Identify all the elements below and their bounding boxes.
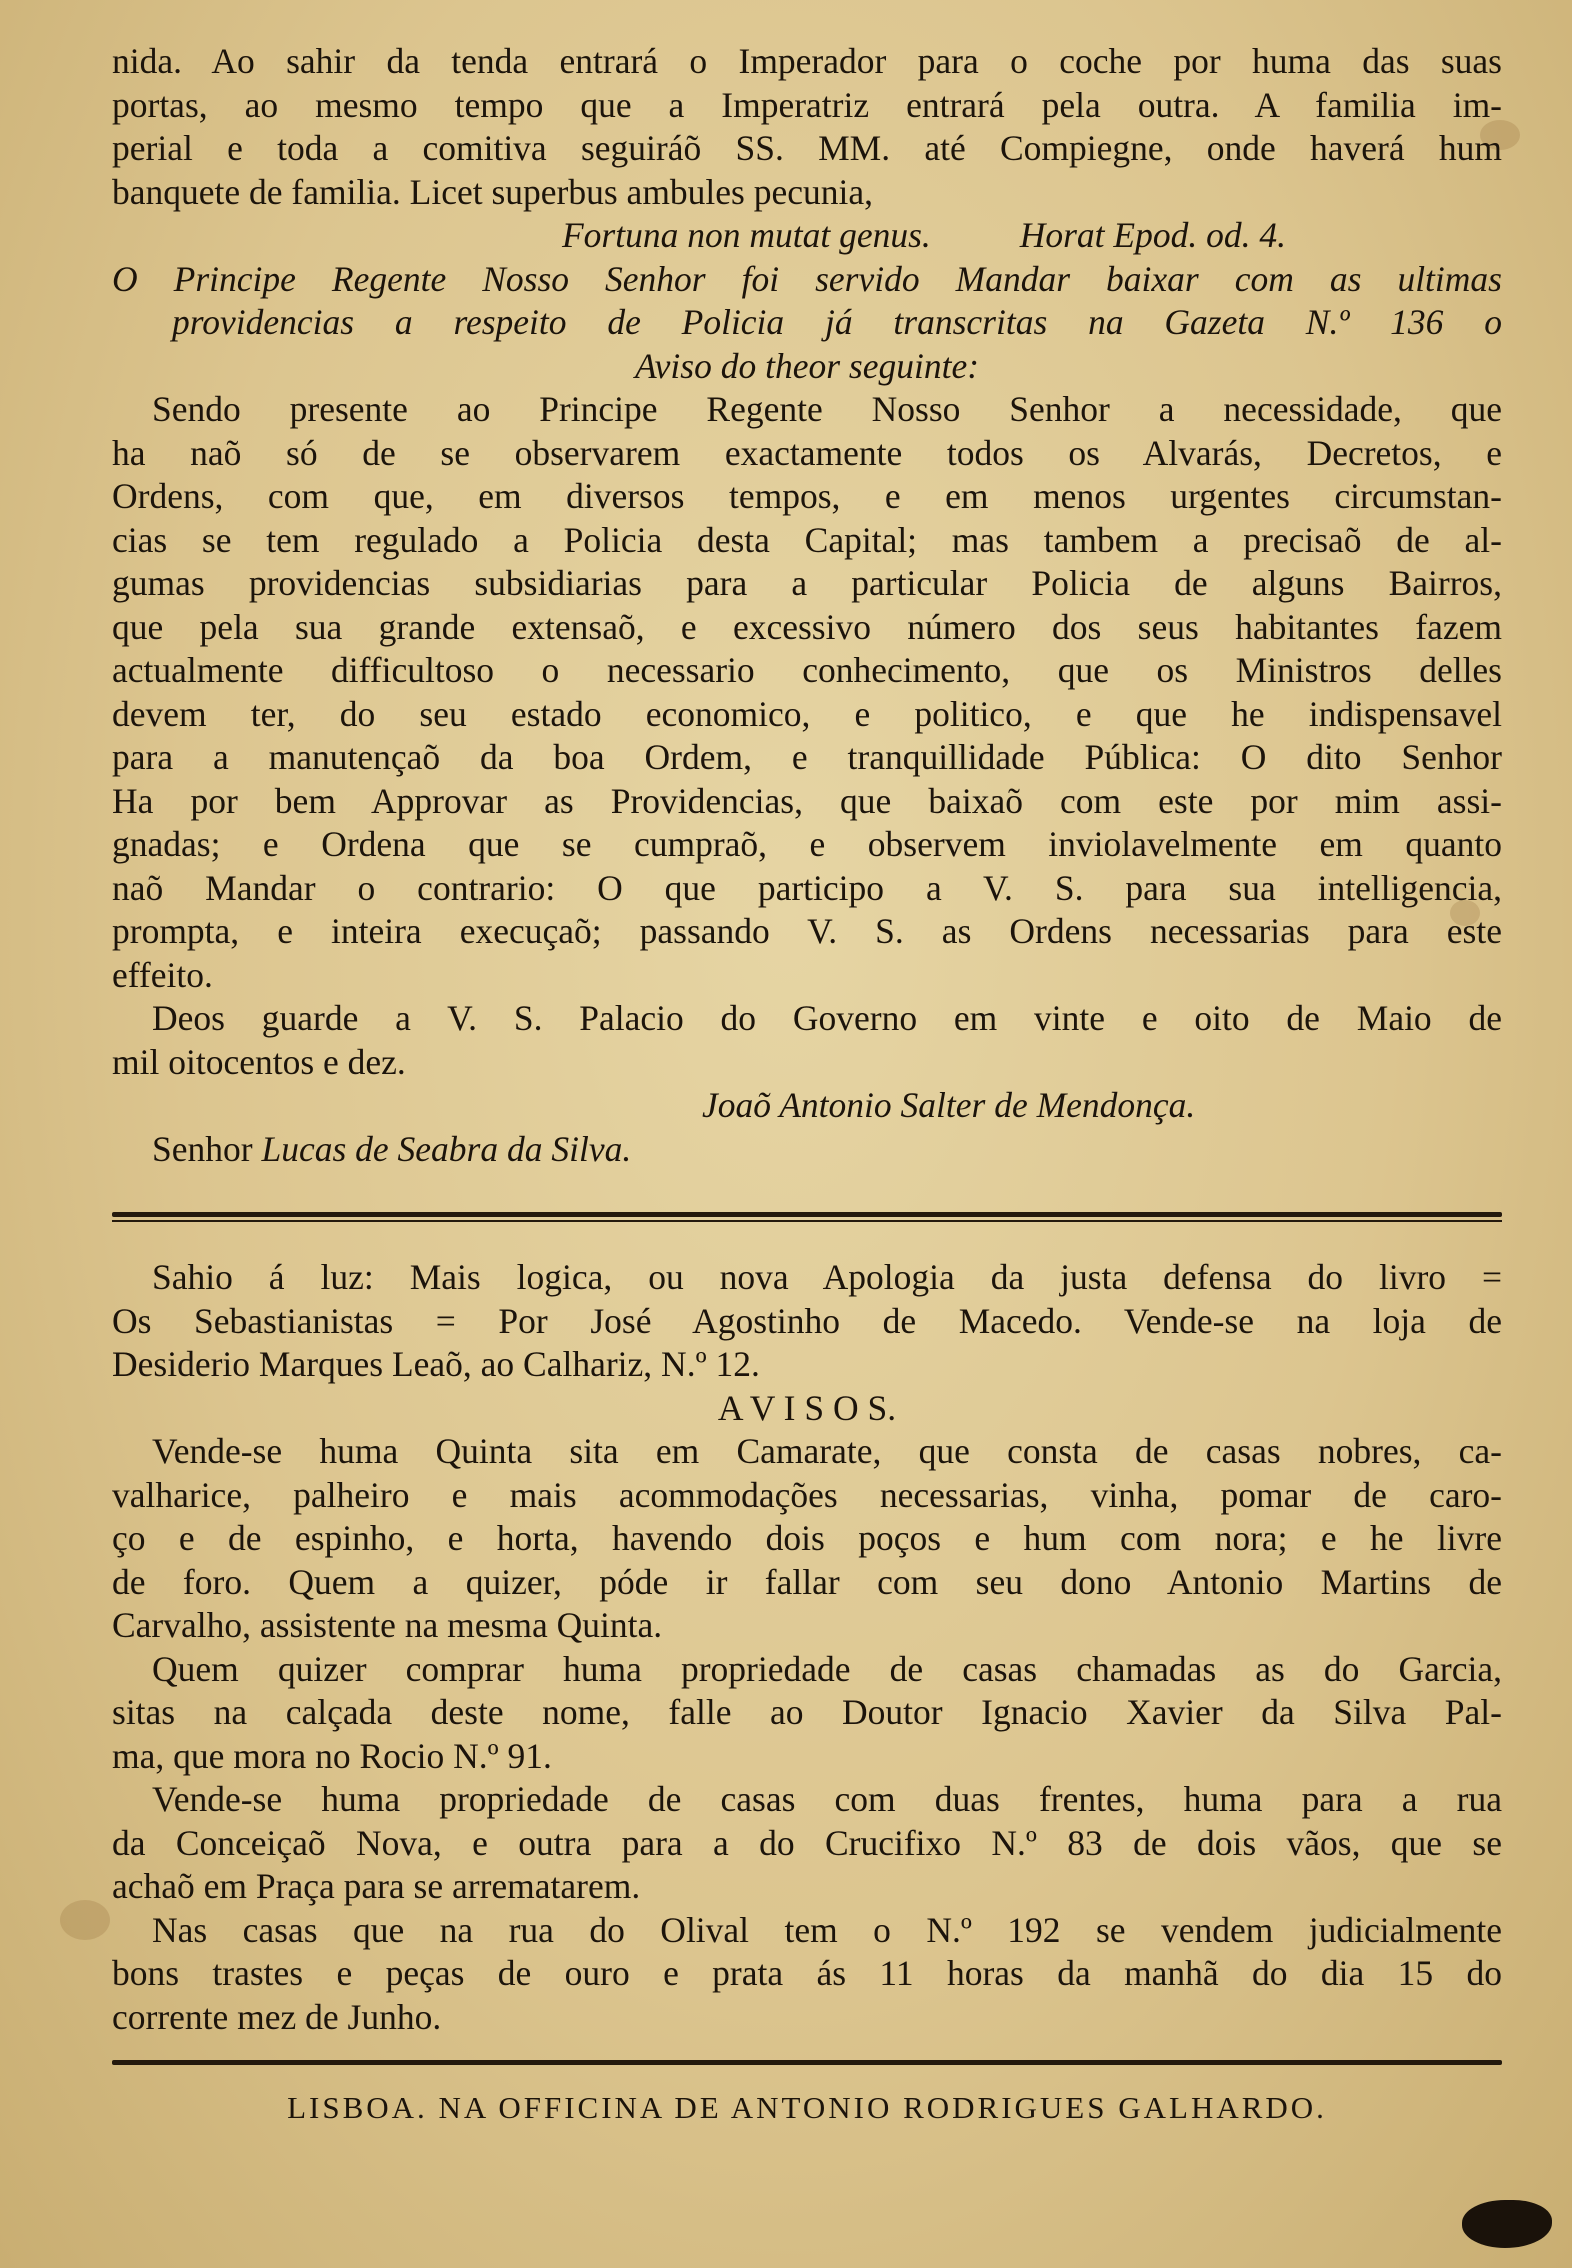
closing-line: Deos guarde a V. S. Palacio do Governo em vinte e oito de Maio de bbox=[152, 998, 1502, 1038]
notice-line: Os Sebastianistas = Por José Agostinho de Macedo. Vende-se na loja de bbox=[112, 1300, 1502, 1341]
decree-body-line: gumas providencias subsidiarias para a particular Policia de alguns Bairros, bbox=[112, 563, 1502, 603]
ad-line: Quem quizer comprar huma propriedade de casas chamadas as do Garcia, bbox=[152, 1648, 1502, 1689]
ad-line: de foro. Quem a quizer, póde ir fallar com seu dono Antonio Martins de bbox=[112, 1561, 1502, 1602]
decree-body-line: actualmente difficultoso o necessario conhecimento, que os Ministros delles bbox=[112, 650, 1502, 690]
divider-thick-line bbox=[112, 1212, 1502, 1217]
advertisement-1 bbox=[112, 1430, 1502, 1648]
decree-body-line: effeito. bbox=[112, 954, 213, 995]
text-line: perial e toda a comitiva seguiráõ SS. MM. até Compiegne, onde haverá hum bbox=[112, 128, 1502, 168]
ink-blot bbox=[1462, 2200, 1552, 2248]
lower-content bbox=[112, 1256, 1502, 2039]
divider-thin-line bbox=[112, 1220, 1502, 1222]
section-divider bbox=[112, 1212, 1502, 1222]
decree-body-line: naõ Mandar o contrario: O que participo a V. S. para sua intelligencia, bbox=[112, 867, 1502, 908]
decree-body-line: Sendo presente ao Principe Regente Nosso Senhor a necessidade, que bbox=[152, 389, 1502, 429]
decree-intro-line: providencias a respeito de Policia já transcritas na Gazeta N.º 136 o bbox=[172, 302, 1502, 342]
ad-line: corrente mez de Junho. bbox=[112, 1996, 442, 2037]
publication-notice bbox=[112, 1256, 1502, 1387]
ad-line: Vende-se huma Quinta sita em Camarate, que consta de casas nobres, ca- bbox=[152, 1431, 1502, 1471]
decree-intro-line: O Principe Regente Nosso Senhor foi servido Mandar baixar com as ultimas bbox=[112, 258, 1502, 299]
ad-line: Carvalho, assistente na mesma Quinta. bbox=[112, 1605, 663, 1645]
latin-quote: Fortuna non mutat genus. bbox=[562, 215, 931, 255]
ad-line: ma, que mora no Rocio N.º 91. bbox=[112, 1735, 552, 1776]
decree-intro-line: Aviso do theor seguinte: bbox=[634, 345, 980, 386]
advertisement-3 bbox=[112, 1778, 1502, 1909]
decree-body-line: cias se tem regulado a Policia desta Capital; mas tambem a precisaõ de al- bbox=[112, 519, 1502, 560]
addressee-prefix: Senhor bbox=[152, 1128, 253, 1169]
notice-line: Desiderio Marques Leaõ, ao Calhariz, N.º 12. bbox=[112, 1344, 760, 1384]
decree-body-line: Ordens, com que, em diversos tempos, e em menos urgentes circumstan- bbox=[112, 476, 1502, 516]
ad-line: sitas na calçada deste nome, falle ao Doutor Ignacio Xavier da Silva Pal- bbox=[112, 1692, 1502, 1732]
latin-quote-line bbox=[112, 214, 1502, 258]
paper-stain bbox=[60, 1900, 110, 1940]
ad-line: Vende-se huma propriedade de casas com duas frentes, huma para a rua bbox=[152, 1779, 1502, 1819]
decree-body-line: devem ter, do seu estado economico, e politico, e que he indispensavel bbox=[112, 693, 1502, 734]
ad-line: ço e de espinho, e horta, havendo dois poços e hum com nora; e he livre bbox=[112, 1518, 1502, 1558]
advertisement-2 bbox=[112, 1648, 1502, 1779]
addressee-line bbox=[112, 1128, 1502, 1172]
quote-source: Horat Epod. od. 4. bbox=[1019, 215, 1286, 255]
ad-line: achaõ em Praça para se arrematarem. bbox=[112, 1866, 641, 1906]
signature: Joaõ Antonio Salter de Mendonça. bbox=[702, 1085, 1196, 1125]
text-line: nida. Ao sahir da tenda entrará o Imperador para o coche por huma das suas bbox=[112, 41, 1502, 81]
decree-body-line: gnadas; e Ordena que se cumpraõ, e observem inviolavelmente em quanto bbox=[112, 824, 1502, 864]
footer-divider-thick-line bbox=[112, 2060, 1502, 2065]
decree-section bbox=[112, 258, 1502, 1172]
text-line: portas, ao mesmo tempo que a Imperatriz entrará pela outra. A familia im- bbox=[112, 84, 1502, 125]
decree-body-line: prompta, e inteira execuçaõ; passando V. S. as Ordens necessarias para este bbox=[112, 911, 1502, 951]
printer-imprint: LISBOA. NA OFFICINA DE ANTONIO RODRIGUES GALHARDO. bbox=[287, 2090, 1327, 2125]
article-end-section bbox=[112, 40, 1502, 258]
closing-line: mil oitocentos e dez. bbox=[112, 1041, 406, 1082]
ad-line: bons trastes e peças de ouro e prata ás 11 horas da manhã do dia 15 do bbox=[112, 1953, 1502, 1993]
footer-divider bbox=[112, 2060, 1502, 2065]
avisos-heading: A V I S O S. bbox=[717, 1387, 897, 1428]
ad-line: valharice, palheiro e mais acommodações necessarias, vinha, pomar de caro- bbox=[112, 1474, 1502, 1515]
page-content bbox=[112, 40, 1502, 1171]
ad-line: Nas casas que na rua do Olival tem o N.º 192 se vendem judicialmente bbox=[152, 1909, 1502, 1950]
addressee-name: Lucas de Seabra da Silva. bbox=[261, 1128, 632, 1169]
decree-body-line: ha naõ só de se observarem exactamente todos os Alvarás, Decretos, e bbox=[112, 432, 1502, 473]
ad-line: da Conceiçaõ Nova, e outra para a do Crucifixo N.º 83 de dois vãos, que se bbox=[112, 1822, 1502, 1863]
advertisement-4 bbox=[112, 1909, 1502, 2040]
text-line: banquete de familia. Licet superbus ambules pecunia, bbox=[112, 171, 873, 212]
decree-body-line: que pela sua grande extensaõ, e excessivo número dos seus habitantes fazem bbox=[112, 606, 1502, 647]
decree-body-line: para a manutençaõ da boa Ordem, e tranquillidade Pública: O dito Senhor bbox=[112, 737, 1502, 777]
notice-line: Sahio á luz: Mais logica, ou nova Apologia da justa defensa do livro = bbox=[152, 1257, 1502, 1297]
decree-body-line: Ha por bem Approvar as Providencias, que baixaõ com este por mim assi- bbox=[112, 780, 1502, 821]
